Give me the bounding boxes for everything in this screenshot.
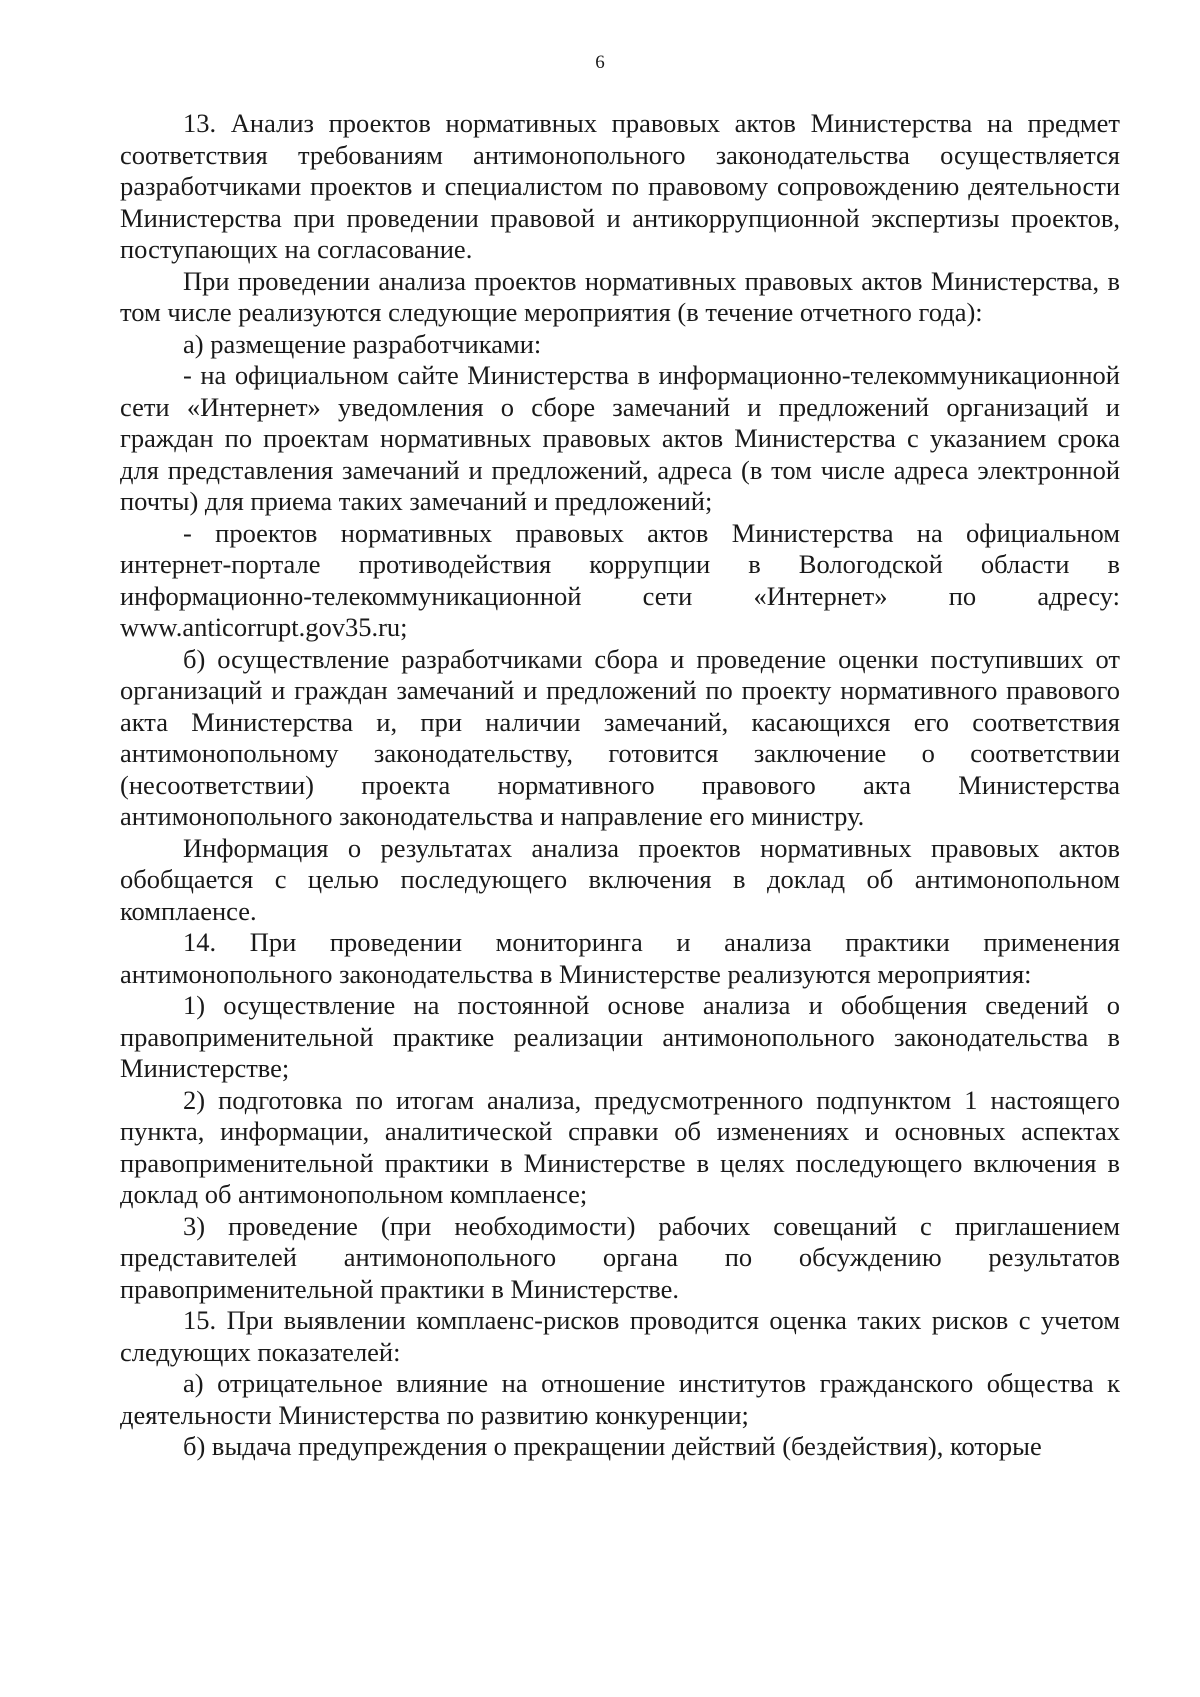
- paragraph: а) отрицательное влияние на отношение институтов гражданского общества к деятельности Министерства по развитию конкуренции;: [120, 1368, 1120, 1430]
- paragraph: а) размещение разработчиками:: [183, 328, 542, 359]
- paragraph: 13. Анализ проектов нормативных правовых актов Министерства на предмет соответствия требованиям антимонопольного законодательства осуществляется разработчиками проектов и специалистом по правовому сопровождению деятельности Министерства при проведении правовой и антикоррупционной экспертизы проектов, поступающих на согласование.: [120, 108, 1120, 264]
- paragraph: Информация о результатах анализа проектов нормативных правовых актов обобщается с целью последующего включения в доклад об антимонопольном комплаенсе.: [120, 832, 1120, 926]
- paragraph: 1) осуществление на постоянной основе анализа и обобщения сведений о правоприменительной практике реализации антимонопольного законодательства в Министерстве;: [120, 990, 1120, 1083]
- paragraph: При проведении анализа проектов нормативных правовых актов Министерства, в том числе реализуются следующие мероприятия (в течение отчетного года):: [120, 265, 1120, 327]
- paragraph: - на официальном сайте Министерства в информационно-телекоммуникационной сети «Интернет» уведомления о сборе замечаний и предложений организаций и граждан по проектам нормативных правовых актов Министерства с указанием срока для представления замечаний и предложений, адреса (в том числе адреса электронной почты) для приема таких замечаний и предложений;: [120, 360, 1120, 516]
- paragraph: - проектов нормативных правовых актов Министерства на официальном интернет-портале противодействия коррупции в Вологодской области в информационно-телекоммуникационной сети «Интернет» по адресу: www.anticorrupt.gov35.ru;: [120, 517, 1120, 642]
- page-number: 6: [595, 52, 605, 73]
- paragraph: б) осуществление разработчиками сбора и проведение оценки поступивших от организаций и граждан замечаний и предложений по проекту нормативного правового акта Министерства и, при наличии замечаний, касающихся его соответствия антимонопольному законодательству, готовится заключение о соответствии (несоответствии) проекта нормативного правового акта Министерства антимонопольного законодательства и направление его министру.: [120, 643, 1120, 831]
- paragraph: 2) подготовка по итогам анализа, предусмотренного подпунктом 1 настоящего пункта, информации, аналитической справки об изменениях и основных аспектах правоприменительной практики в Министерстве в целях последующего включения в доклад об антимонопольном комплаенсе;: [120, 1084, 1120, 1209]
- paragraph: 14. При проведении мониторинга и анализа практики применения антимонопольного законодательства в Министерстве реализуются мероприятия:: [120, 927, 1120, 989]
- document-body: [120, 108, 1120, 1463]
- paragraph: 15. При выявлении комплаенс-рисков проводится оценка таких рисков с учетом следующих показателей:: [120, 1305, 1120, 1367]
- paragraph: 3) проведение (при необходимости) рабочих совещаний с приглашением представителей антимонопольного органа по обсуждению результатов правоприменительной практики в Министерстве.: [120, 1210, 1120, 1304]
- paragraph: б) выдача предупреждения о прекращении действий (бездействия), которые: [183, 1431, 1042, 1461]
